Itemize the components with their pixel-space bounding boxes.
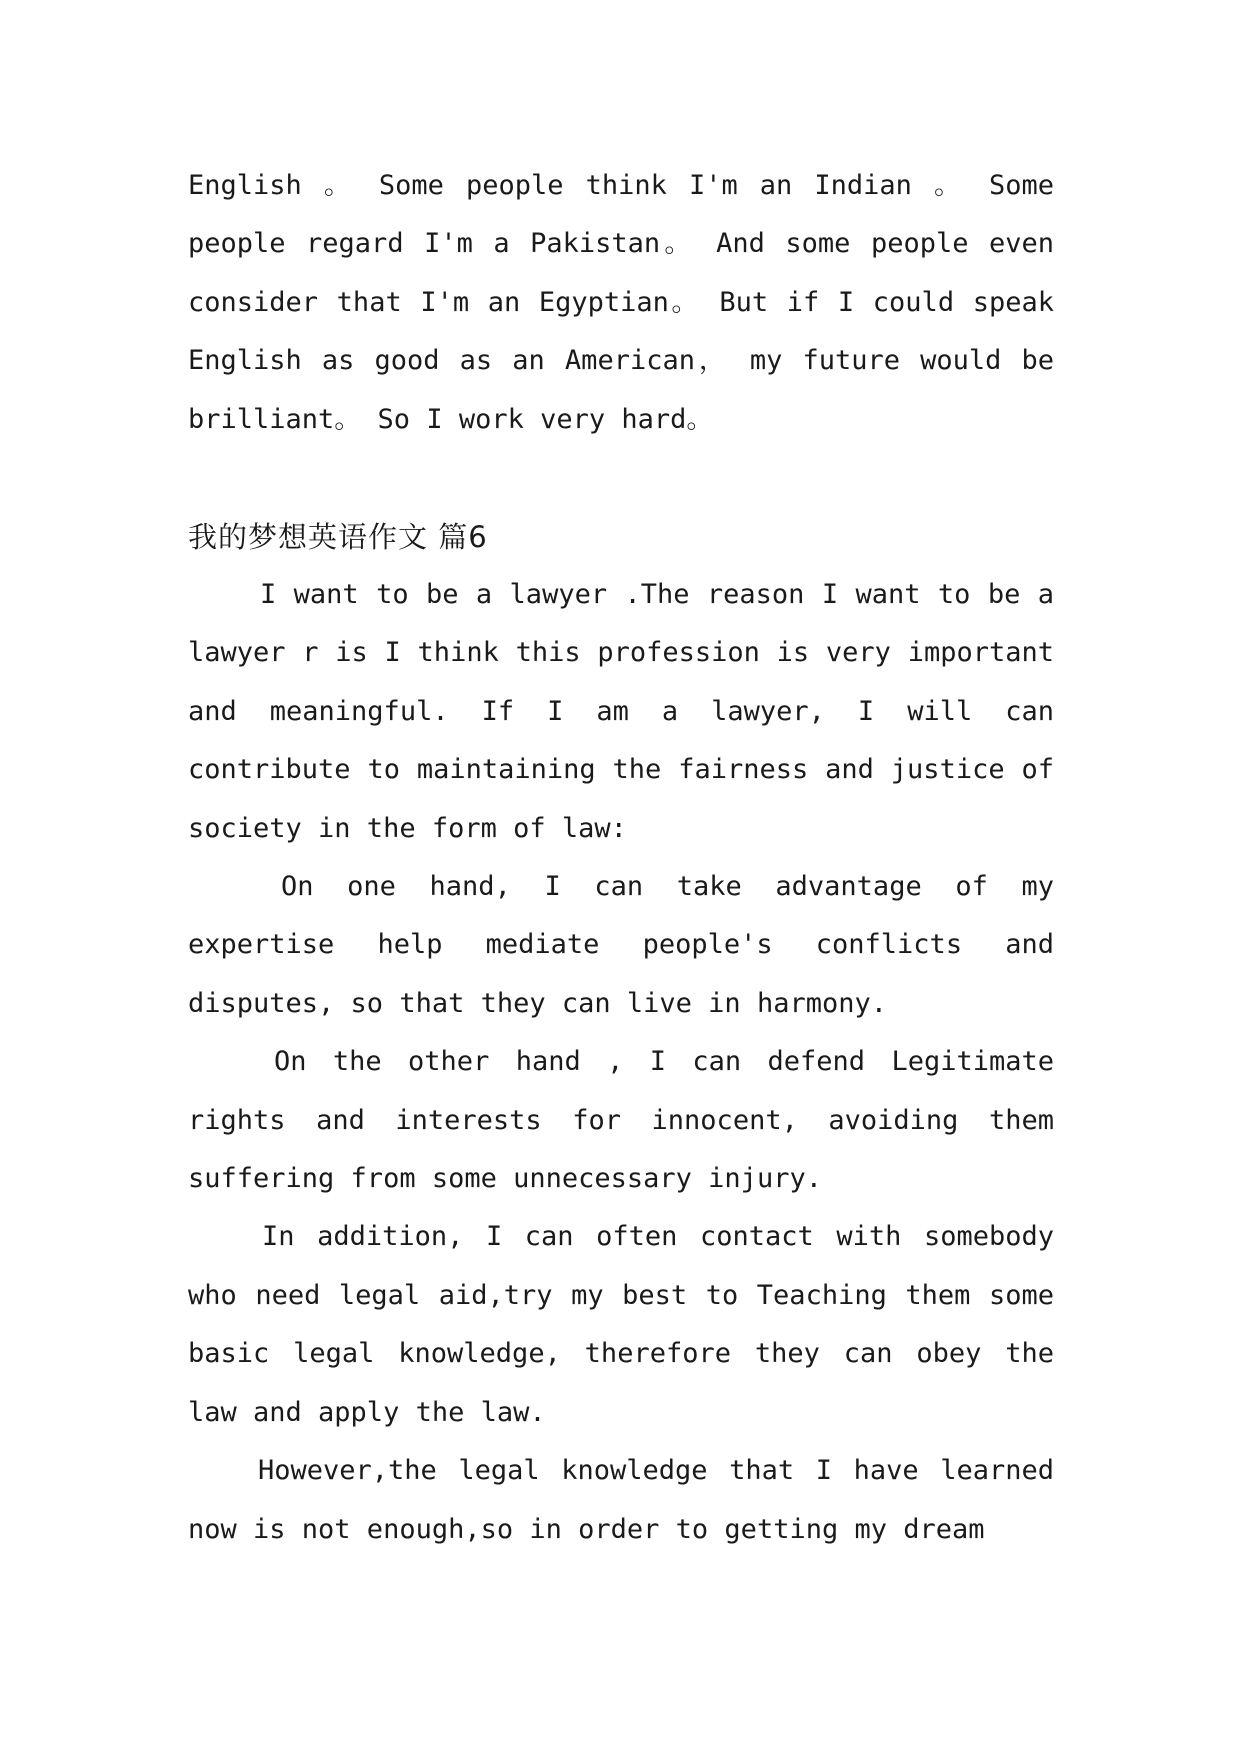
section-body bbox=[188, 566, 1054, 1559]
paragraph-text: English 。 Some people think I'm an Indian 。 Some people regard I'm a Pakistan。 And some people even consider that I'm an Egyptian。 But if I could speak English as good as an American， my future would be brilliant。 So I work very hard。 bbox=[188, 170, 1054, 435]
section-heading: 我的梦想英语作文 篇6 bbox=[188, 520, 488, 554]
paragraph-one-hand: On one hand, I can take advantage of my expertise help mediate people's conflicts and disputes, so that they can live in harmony. bbox=[188, 871, 1054, 1019]
paragraph-however: However,the legal knowledge that I have learned now is not enough,so in order to getting my dream bbox=[188, 1455, 1054, 1545]
paragraph-in-addition: In addition, I can often contact with somebody who need legal aid,try my best to Teaching them some basic legal knowledge, therefore they can obey the law and apply the law. bbox=[188, 1221, 1054, 1428]
paragraph-other-hand: On the other hand , I can defend Legitimate rights and interests for innocent, avoiding them suffering from some unnecessary injury. bbox=[188, 1046, 1054, 1195]
intro-paragraph bbox=[188, 157, 1054, 449]
paragraph-lawyer-reason: I want to be a lawyer .The reason I want to be a lawyer r is I think this profession is very important and meaningful. If I am a lawyer, I will can contribute to maintaining the fairness and justice of society in the form of law: bbox=[188, 579, 1054, 844]
